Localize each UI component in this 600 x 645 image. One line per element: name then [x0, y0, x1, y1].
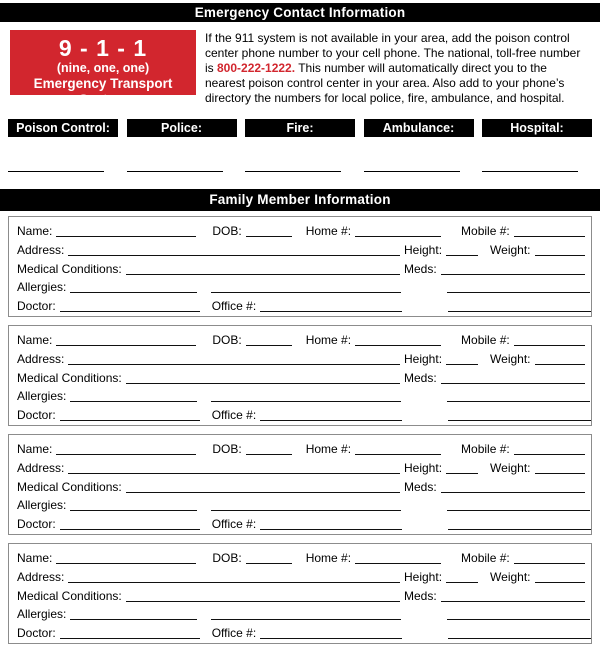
doctor-label: Doctor: — [17, 299, 56, 314]
address-fill-line — [68, 363, 400, 365]
badge-words: (nine, one, one) — [56, 61, 150, 75]
member-row-name — [17, 333, 585, 352]
address-label: Address: — [17, 242, 65, 257]
mobile-number-fill-line — [514, 235, 585, 237]
member-row-address — [17, 461, 585, 480]
doctor-fill-line — [60, 310, 200, 312]
height-fill-line — [446, 254, 478, 256]
height-weight-group — [404, 461, 585, 475]
dob-fill-line — [246, 235, 292, 237]
contact-labels-row — [8, 119, 592, 137]
paragraph-before: If the 911 system is not available in your area, add the poison control center phone number to your cell phone. The national, toll-free number is — [205, 31, 581, 75]
meds-label: Meds: — [404, 479, 437, 494]
office-number-label: Office #: — [211, 408, 257, 423]
allergies-group — [17, 607, 405, 621]
member-row-name — [17, 551, 585, 570]
weight-label: Weight: — [490, 460, 531, 475]
meds-fill-line-3 — [448, 637, 591, 639]
dob-fill-line — [246, 562, 292, 564]
poison-control-paragraph — [205, 30, 590, 106]
weight-label: Weight: — [490, 351, 531, 366]
doctor-fill-line — [60, 419, 200, 421]
office-number-label: Office #: — [211, 517, 257, 532]
contact-cell — [364, 159, 474, 172]
allergies-fill-line — [70, 291, 197, 293]
dob-label: DOB: — [212, 551, 242, 565]
member-row-medical — [17, 371, 585, 390]
member-row-allergies — [17, 607, 585, 626]
meds-fill-line-2 — [447, 509, 590, 511]
meds-continuation-group — [409, 616, 590, 618]
doctor-fill-line — [60, 637, 200, 639]
height-weight-group — [404, 243, 585, 257]
member-row-medical — [17, 589, 585, 608]
mobile-number-label: Mobile #: — [461, 551, 510, 565]
member-row-medical — [17, 262, 585, 281]
medical-conditions-label: Medical Conditions: — [17, 588, 122, 603]
weight-fill-line — [535, 254, 586, 256]
mobile-number-label: Mobile #: — [461, 224, 510, 238]
address-label: Address: — [17, 351, 65, 366]
allergies-label: Allergies: — [17, 389, 67, 404]
meds-continuation-group — [410, 526, 591, 528]
hospital-fill-line — [482, 159, 578, 172]
medical-conditions-fill-line — [126, 491, 400, 493]
height-weight-group — [404, 352, 585, 366]
mobile-number-fill-line — [514, 344, 585, 346]
fire-fill-line — [245, 159, 341, 172]
intro-section — [10, 30, 590, 106]
meds-fill-line-3 — [448, 419, 591, 421]
allergies-group — [17, 280, 405, 294]
meds-fill-line — [441, 382, 585, 384]
address-label: Address: — [17, 460, 65, 475]
meds-fill-line-2 — [447, 618, 590, 620]
mobile-number-fill-line — [514, 453, 585, 455]
name-label: Name: — [17, 224, 53, 238]
mobile-number-label: Mobile #: — [461, 442, 510, 456]
badge-number: 9 - 1 - 1 — [58, 35, 148, 61]
medical-conditions-label: Medical Conditions: — [17, 261, 122, 276]
office-number-label: Office #: — [211, 626, 257, 641]
member-row-doctor — [17, 517, 585, 536]
allergies-fill-line — [70, 618, 197, 620]
office-number-fill-line — [260, 419, 402, 421]
meds-group — [404, 262, 585, 276]
meds-label: Meds: — [404, 370, 437, 385]
contact-label-police: Police: — [127, 119, 237, 137]
home-number-label: Home #: — [305, 551, 352, 565]
contact-blank-lines-row — [8, 159, 592, 172]
home-number-label: Home #: — [305, 224, 352, 238]
doctor-fill-line — [60, 528, 200, 530]
allergies-group — [17, 498, 405, 512]
medical-conditions-label: Medical Conditions: — [17, 370, 122, 385]
meds-group — [404, 480, 585, 494]
family-member-blocks — [8, 216, 592, 644]
address-label: Address: — [17, 569, 65, 584]
mobile-number-fill-line — [514, 562, 585, 564]
height-fill-line — [446, 363, 478, 365]
member-row-address — [17, 352, 585, 371]
contact-label-hospital: Hospital: — [482, 119, 592, 137]
name-label: Name: — [17, 551, 53, 565]
office-number-fill-line — [260, 528, 402, 530]
family-member-block — [8, 216, 592, 317]
dob-label: DOB: — [212, 224, 242, 238]
meds-fill-line — [441, 491, 585, 493]
home-number-label: Home #: — [305, 442, 352, 456]
height-label: Height: — [404, 569, 443, 584]
ambulance-fill-line — [364, 159, 460, 172]
address-fill-line — [68, 254, 400, 256]
nine-one-one-badge — [10, 30, 196, 107]
medical-conditions-fill-line — [126, 600, 400, 602]
meds-fill-line-3 — [448, 310, 591, 312]
home-number-fill-line — [355, 235, 441, 237]
allergies-group — [17, 389, 405, 403]
family-section-header: Family Member Information — [0, 189, 600, 211]
home-number-fill-line — [355, 344, 441, 346]
meds-continuation-group — [410, 308, 591, 310]
member-row-address — [17, 570, 585, 589]
meds-label: Meds: — [404, 261, 437, 276]
meds-label: Meds: — [404, 588, 437, 603]
allergies-fill-line-2 — [211, 618, 401, 620]
meds-continuation-group — [409, 398, 590, 400]
doctor-group — [17, 517, 406, 531]
weight-fill-line — [535, 472, 586, 474]
allergies-label: Allergies: — [17, 607, 67, 622]
height-fill-line — [446, 472, 478, 474]
name-fill-line — [56, 562, 196, 564]
allergies-fill-line — [70, 400, 197, 402]
doctor-label: Doctor: — [17, 517, 56, 532]
medical-conditions-fill-line — [126, 382, 400, 384]
allergies-fill-line-2 — [211, 509, 401, 511]
meds-group — [404, 589, 585, 603]
dob-fill-line — [246, 453, 292, 455]
home-number-fill-line — [355, 562, 441, 564]
contact-cell — [127, 159, 237, 172]
dob-fill-line — [246, 344, 292, 346]
member-row-medical — [17, 480, 585, 499]
contact-cell — [482, 159, 592, 172]
member-row-address — [17, 243, 585, 262]
height-fill-line — [446, 581, 478, 583]
contact-cell — [245, 159, 355, 172]
dob-label: DOB: — [212, 333, 242, 347]
member-row-allergies — [17, 389, 585, 408]
meds-group — [404, 371, 585, 385]
doctor-label: Doctor: — [17, 408, 56, 423]
member-row-allergies — [17, 280, 585, 299]
name-label: Name: — [17, 333, 53, 347]
meds-continuation-group — [410, 635, 591, 637]
home-number-label: Home #: — [305, 333, 352, 347]
meds-fill-line — [441, 273, 585, 275]
doctor-group — [17, 626, 406, 640]
address-fill-line — [68, 472, 400, 474]
height-label: Height: — [404, 460, 443, 475]
height-label: Height: — [404, 242, 443, 257]
name-label: Name: — [17, 442, 53, 456]
member-row-doctor — [17, 408, 585, 427]
name-fill-line — [56, 453, 196, 455]
contact-label-ambulance: Ambulance: — [364, 119, 474, 137]
office-number-fill-line — [260, 310, 402, 312]
dob-label: DOB: — [212, 442, 242, 456]
weight-fill-line — [535, 363, 586, 365]
contact-cell — [8, 159, 118, 172]
police-fill-line — [127, 159, 223, 172]
poison-control-phone-number: 800-222-1222. — [217, 61, 296, 75]
member-row-name — [17, 224, 585, 243]
weight-label: Weight: — [490, 569, 531, 584]
allergies-label: Allergies: — [17, 498, 67, 513]
medical-conditions-label: Medical Conditions: — [17, 479, 122, 494]
contact-label-fire: Fire: — [245, 119, 355, 137]
medical-conditions-fill-line — [126, 273, 400, 275]
office-number-fill-line — [260, 637, 402, 639]
member-row-name — [17, 442, 585, 461]
weight-fill-line — [535, 581, 586, 583]
allergies-fill-line-2 — [211, 291, 401, 293]
family-member-block — [8, 325, 592, 426]
allergies-fill-line-2 — [211, 400, 401, 402]
poison-control-fill-line — [8, 159, 104, 172]
family-member-block — [8, 434, 592, 535]
name-fill-line — [56, 235, 196, 237]
name-fill-line — [56, 344, 196, 346]
height-label: Height: — [404, 351, 443, 366]
contact-label-poison-control: Poison Control: — [8, 119, 118, 137]
meds-continuation-group — [409, 507, 590, 509]
member-row-doctor — [17, 626, 585, 645]
allergies-fill-line — [70, 509, 197, 511]
doctor-group — [17, 408, 406, 422]
meds-fill-line-2 — [447, 291, 590, 293]
weight-label: Weight: — [490, 242, 531, 257]
allergies-label: Allergies: — [17, 280, 67, 295]
meds-fill-line-3 — [448, 528, 591, 530]
meds-fill-line — [441, 600, 585, 602]
office-number-label: Office #: — [211, 299, 257, 314]
paragraph-after: This number will automatically direct you to the nearest poison control center in your area. Also add to your phone’s directory the numbers for local police, fire, ambulance, and hospital. — [205, 61, 565, 105]
badge-caption: Emergency Transport System — [33, 76, 173, 107]
doctor-group — [17, 299, 406, 313]
meds-continuation-group — [410, 417, 591, 419]
meds-continuation-group — [409, 289, 590, 291]
meds-fill-line-2 — [447, 400, 590, 402]
doctor-label: Doctor: — [17, 626, 56, 641]
height-weight-group — [404, 570, 585, 584]
address-fill-line — [68, 581, 400, 583]
emergency-section-header: Emergency Contact Information — [0, 3, 600, 22]
member-row-doctor — [17, 299, 585, 318]
home-number-fill-line — [355, 453, 441, 455]
family-member-block — [8, 543, 592, 644]
member-row-allergies — [17, 498, 585, 517]
mobile-number-label: Mobile #: — [461, 333, 510, 347]
